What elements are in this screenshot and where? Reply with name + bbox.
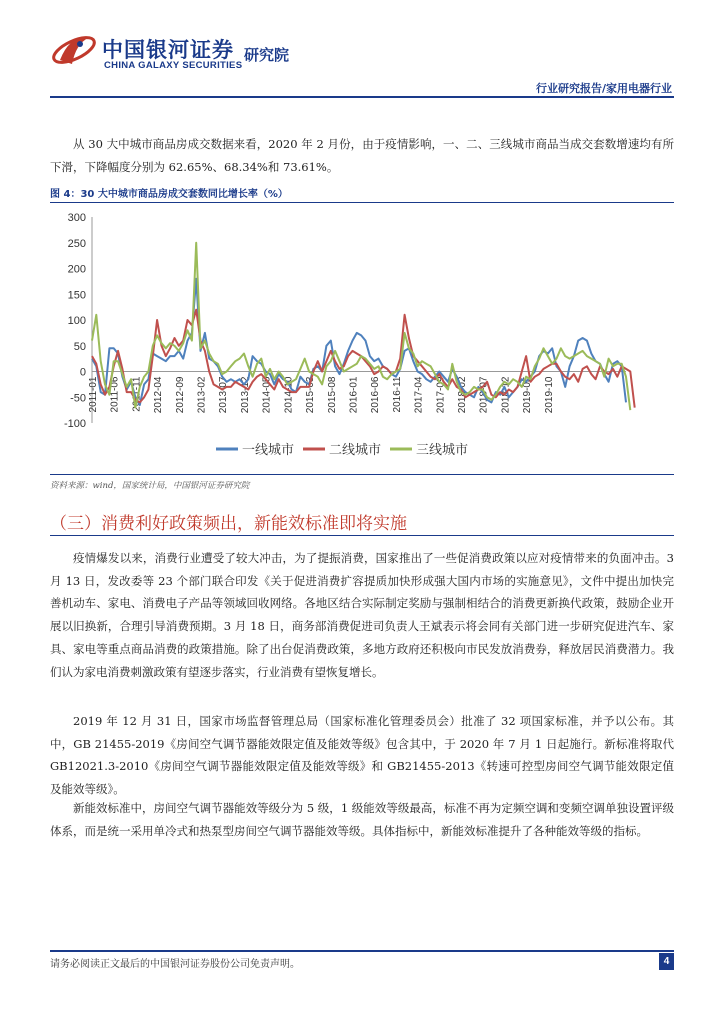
y-tick-label: 0 (79, 366, 86, 379)
y-tick-label: 250 (67, 237, 86, 250)
x-tick-label: 2015-08 (326, 376, 338, 414)
footer-divider (50, 950, 674, 952)
logo-english-name: CHINA GALAXY SECURITIES (104, 60, 243, 71)
paragraph-consumption-policy: 疫情爆发以来，消费行业遭受了较大冲击，为了提振消费，国家推出了一些促消费政策以应对疫情带来的负面冲击。3 月 13 日，发改委等 23 个部门联合印发《关于促进消费扩容提质加快形成强大国内市场的实施意见》，文件中提出加快完善机动车、家电、消费电子产品等领域回收网络。各地区结合实际制定奖励与强制相结合的消费更新换代政策，鼓励企业开展以旧换新，合理引导消费预期。3 月 18 日，商务部消费促进司负责人王斌表示将会同有关部门进一步研究促进汽车、家具、家电等重点商品消费的政策措施。除了出台促消费政策，多地方政府还积极向市民发放消费券，释放居民消费潜力。我们认为家电消费刺激政策有望逐步落实，行业消费有望恢复增长。 (50, 551, 674, 679)
x-tick-label: 2012-04 (153, 376, 165, 414)
paragraph-efficiency-grades: 新能效标准中，房间空气调节器能效等级分为 5 级，1 级能效等级最高，标准不再为定频空调和变频空调单独设置评级体系，而是统一采用单冷式和热泵型房间空气调节器能效等级。具体指标中，新能效标准提升了各种能效等级的指标。 (50, 801, 674, 838)
x-tick-label: 2011-01 (88, 376, 99, 413)
galaxy-logo-icon (50, 30, 98, 70)
logo-chinese-name: 中国银河证券 (102, 38, 234, 62)
y-tick-label: 150 (67, 289, 86, 302)
legend-label: 二线城市 (329, 442, 382, 457)
x-tick-label: 2015-03 (305, 376, 317, 414)
section-divider (50, 535, 674, 536)
chart-axes (64, 212, 626, 430)
y-tick-label: 300 (67, 212, 86, 224)
x-tick-label: 2017-09 (435, 376, 447, 414)
x-tick-label: 2012-09 (174, 376, 186, 414)
x-tick-label: 2018-12 (500, 376, 512, 414)
line-chart (50, 203, 674, 473)
paragraph-new-standard: 2019 年 12 月 31 日，国家市场监督管理总局（国家标准化管理委员会）批准了 32 项国家标准，并予以公布。其中，GB 21455-2019《房间空气调节器能效限定值及能效等级》包含其中，于 2020 年 7 月 1 日起施行。新标准将取代 GB12021.3-2010《房间空气调节器能效限定值及能效等级》和 GB21455-2013《转速可控型房间空气调节能效限定值及能效等级》。 (50, 714, 674, 797)
chart-legend (216, 442, 468, 457)
x-tick-label: 2013-12 (239, 376, 251, 414)
x-tick-label: 2018-07 (478, 376, 490, 414)
x-tick-label: 2018-02 (457, 376, 469, 414)
x-tick-label: 2016-01 (348, 376, 360, 414)
figure-source: 资料来源：wind，国家统计局，中国银河证券研究院 (50, 481, 250, 491)
paragraph-housing-data: 从 30 大中城市商品房成交数据来看，2020 年 2 月份，由于疫情影响，一、二、三线城市商品当成交套数增速均有所下滑，下降幅度分别为 62.65%、68.34%和 73.61%。 (50, 137, 674, 174)
x-tick-label: 2011-11 (131, 376, 143, 412)
y-tick-label: -100 (63, 418, 86, 430)
y-tick-label: -50 (70, 392, 86, 405)
x-tick-label: 2016-11 (391, 376, 403, 413)
x-tick-label: 2017-04 (413, 376, 425, 414)
legend-label: 一线城市 (242, 442, 295, 457)
footer-disclaimer: 请务必阅读正文最后的中国银河证券股份公司免责声明。 (50, 959, 300, 970)
figure-bottom-rule (50, 474, 674, 475)
page-number: 4 (659, 953, 674, 970)
x-tick-label: 2014-10 (283, 376, 295, 414)
x-tick-label: 2019-10 (543, 376, 555, 414)
y-tick-label: 200 (67, 263, 86, 276)
y-tick-label: 50 (73, 340, 86, 353)
x-tick-label: 2014-05 (261, 376, 273, 414)
header-divider (50, 96, 674, 98)
report-type: 行业研究报告/家用电器行业 (535, 82, 672, 95)
figure-title: 图 4：30 大中城市商品房成交套数同比增长率（%） (50, 189, 288, 200)
x-tick-label: 2019-05 (522, 376, 534, 414)
section-heading: （三）消费利好政策频出，新能效标准即将实施 (50, 514, 407, 534)
x-tick-label: 2013-07 (218, 376, 230, 414)
y-tick-label: 100 (67, 315, 86, 327)
x-tick-label: 2011-06 (109, 376, 121, 413)
legend-label: 三线城市 (416, 442, 469, 457)
x-tick-label: 2016-06 (370, 376, 382, 414)
x-tick-label: 2013-02 (196, 376, 208, 414)
logo-institute: 研究院 (244, 46, 290, 64)
